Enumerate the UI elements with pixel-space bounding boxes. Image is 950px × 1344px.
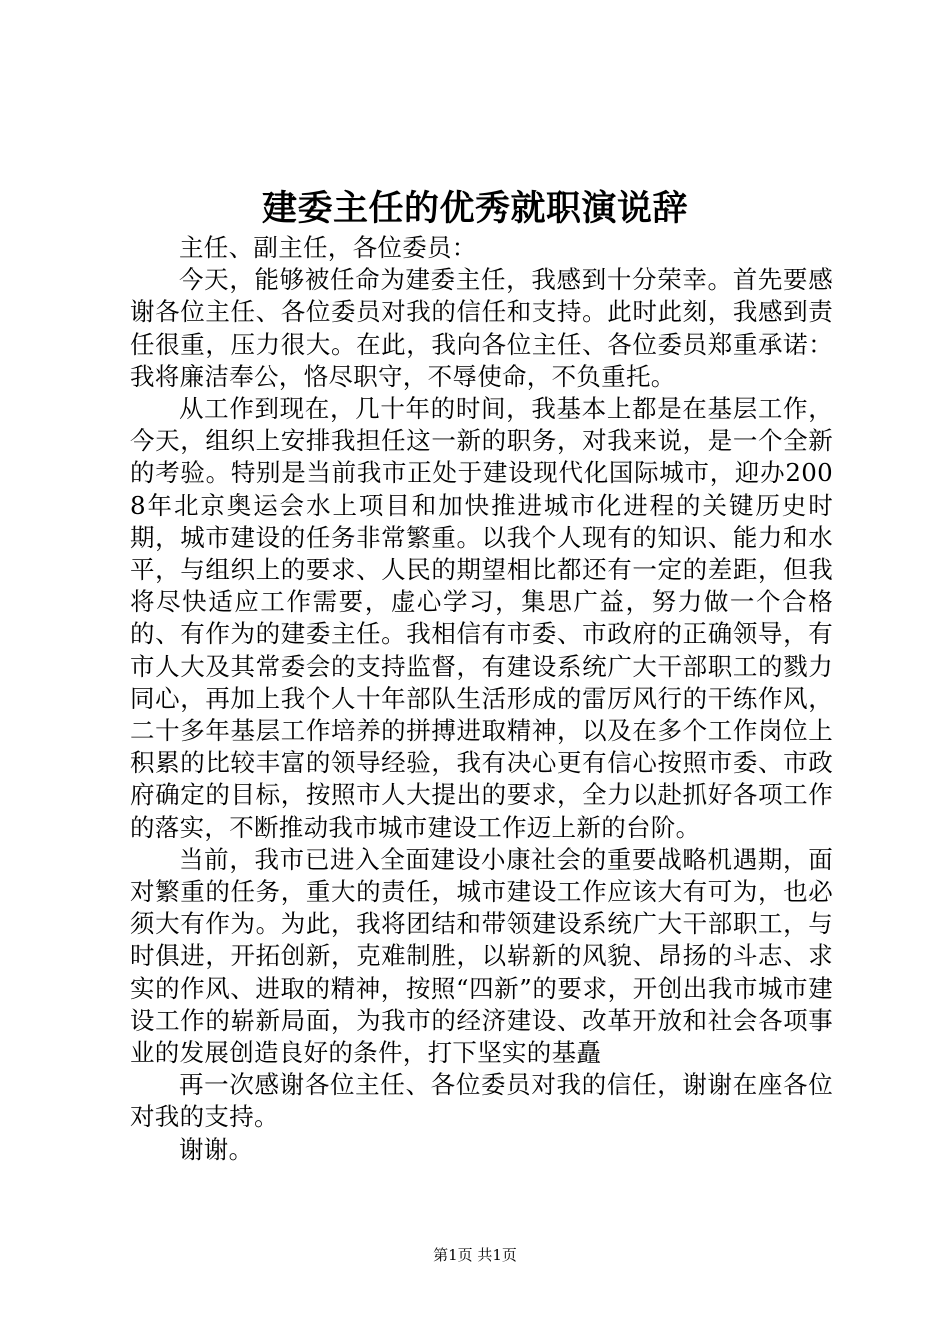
document-body xyxy=(130,232,833,1166)
paragraph-salutation: 主任、副主任，各位委员： xyxy=(179,233,477,262)
document-title: 建委主任的优秀就职演说辞 xyxy=(261,188,688,229)
paragraph-closing: 谢谢。 xyxy=(179,1134,254,1164)
paragraph-commitment: 当前，我市已进入全面建设小康社会的重要战略机遇期，面对繁重的任务，重大的责任，城市建设工作应该大有可为，也必须大有作为。为此，我将团结和带领建设系统广大干部职工，与时俱进，开拓创新，克难制胜，以崭新的风貌、昂扬的斗志、求实的作风、进取的精神，按照“四新”的要求，开创出我市城市建设工作的崭新局面，为我市的经济建设、改革开放和社会各项事业的发展创造良好的条件，打下坚实的基矗 xyxy=(130,844,833,1068)
paragraph-thanks: 再一次感谢各位主任、各位委员对我的信任，谢谢在座各位对我的支持。 xyxy=(130,1070,833,1132)
paragraph-experience: 从工作到现在，几十年的时间，我基本上都是在基层工作，今天，组织上安排我担任这一新的职务，对我来说，是一个全新的考验。特别是当前我市正处于建设现代化国际城市，迎办2008年北京奥运会水上项目和加快推进城市化进程的关键历史时期，城市建设的任务非常繁重。以我个人现有的知识、能力和水平，与组织上的要求、人民的期望相比都还有一定的差距，但我将尽快适应工作需要，虚心学习，集思广益，努力做一个合格的、有作为的建委主任。我相信有市委、市政府的正确领导，有市人大及其常委会的支持监督，有建设系统广大干部职工的戮力同心，再加上我个人十年部队生活形成的雷厉风行的干练作风，二十多年基层工作培养的拼搏进取精神，以及在多个工作岗位上积累的比较丰富的领导经验，我有决心更有信心按照市委、市政府确定的目标，按照市人大提出的要求，全力以赴抓好各项工作的落实，不断推动我市城市建设工作迈上新的台阶。 xyxy=(130,394,833,842)
page-footer: 第1页 共1页 xyxy=(433,1246,517,1264)
paragraph-opening: 今天，能够被任命为建委主任，我感到十分荣幸。首先要感谢各位主任、各位委员对我的信任和支持。此时此刻，我感到责任很重，压力很大。在此，我向各位主任、各位委员郑重承诺：我将廉洁奉公，恪尽职守，不辱使命，不负重托。 xyxy=(130,265,833,391)
